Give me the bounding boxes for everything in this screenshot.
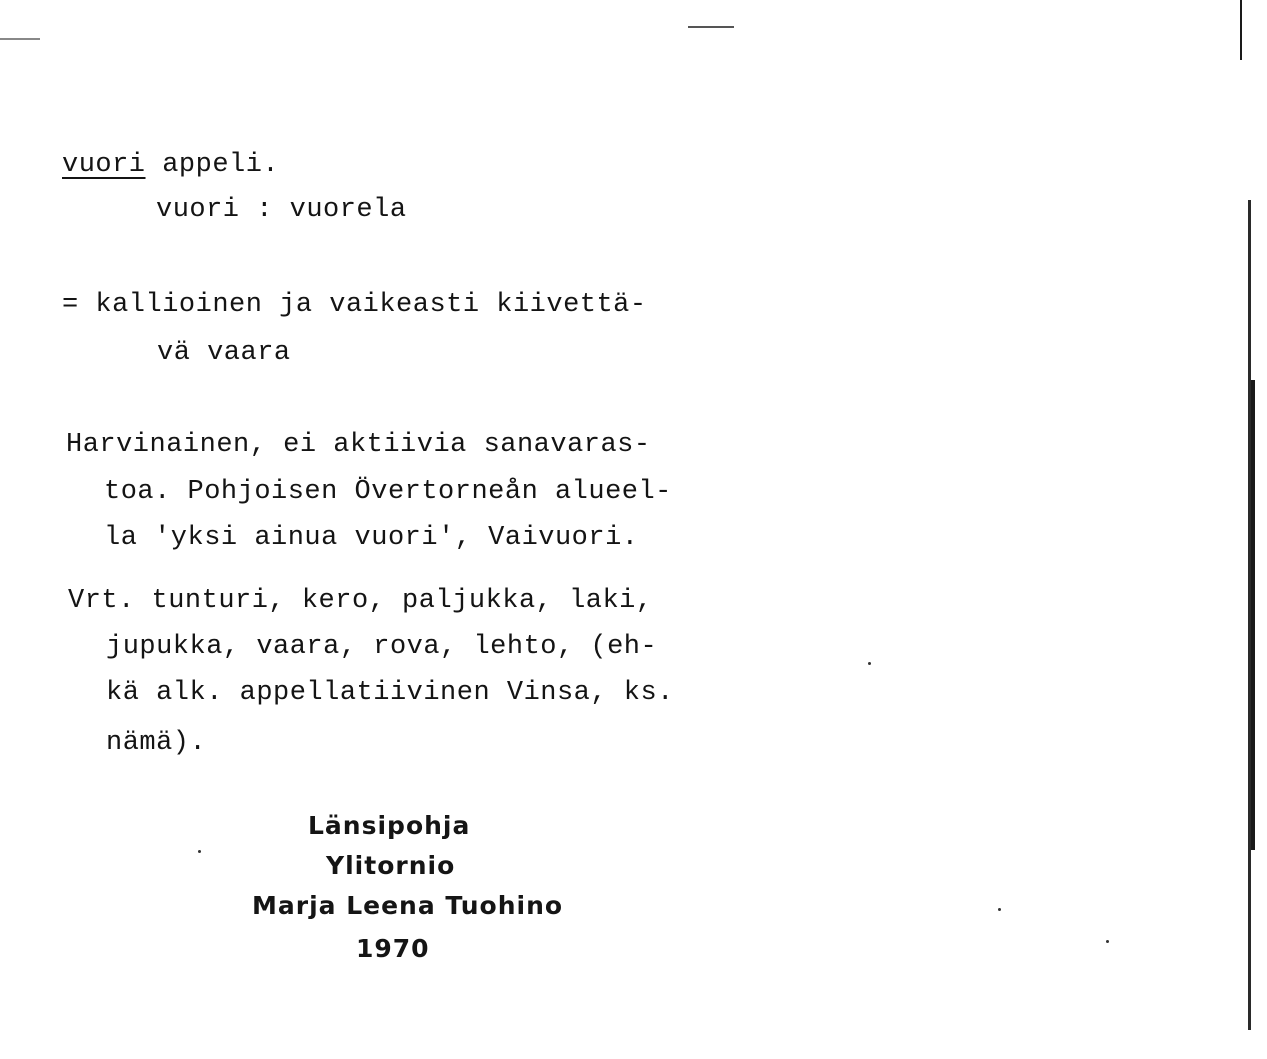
definition-line-2: vä vaara [157,338,291,368]
inflection: vuori : vuorela [156,195,407,225]
scan-edge-line [1251,380,1255,850]
scan-edge-line [1240,0,1242,60]
headword-line [62,152,279,179]
speck [198,850,201,853]
compare-line-3: kä alk. appellatiivinen Vinsa, ks. [106,678,674,708]
speck [868,662,871,665]
stamp-parish: Ylitornio [326,851,456,880]
speck [998,908,1001,911]
usage-line-1: Harvinainen, ei aktiivia sanavaras- [66,430,651,460]
usage-line-3: la 'yksi ainua vuori', Vaivuori. [104,523,639,553]
speck [0,38,40,40]
usage-line-2: toa. Pohjoisen Övertorneån alueel- [104,477,672,507]
headword: vuori [62,150,146,180]
scan-top-dash [688,26,734,28]
stamp-region: Länsipohja [308,811,471,840]
stamp-year: 1970 [356,934,430,963]
definition-line-1: = kallioinen ja vaikeasti kiivettä- [62,290,647,320]
headword-type: appeli. [145,150,280,180]
speck [1106,940,1109,943]
compare-line-2: jupukka, vaara, rova, lehto, (eh- [106,632,658,662]
stamp-collector: Marja Leena Tuohino [252,891,564,920]
compare-line-4: nämä). [106,728,207,758]
compare-line-1: Vrt. tunturi, kero, paljukka, laki, [68,586,653,616]
